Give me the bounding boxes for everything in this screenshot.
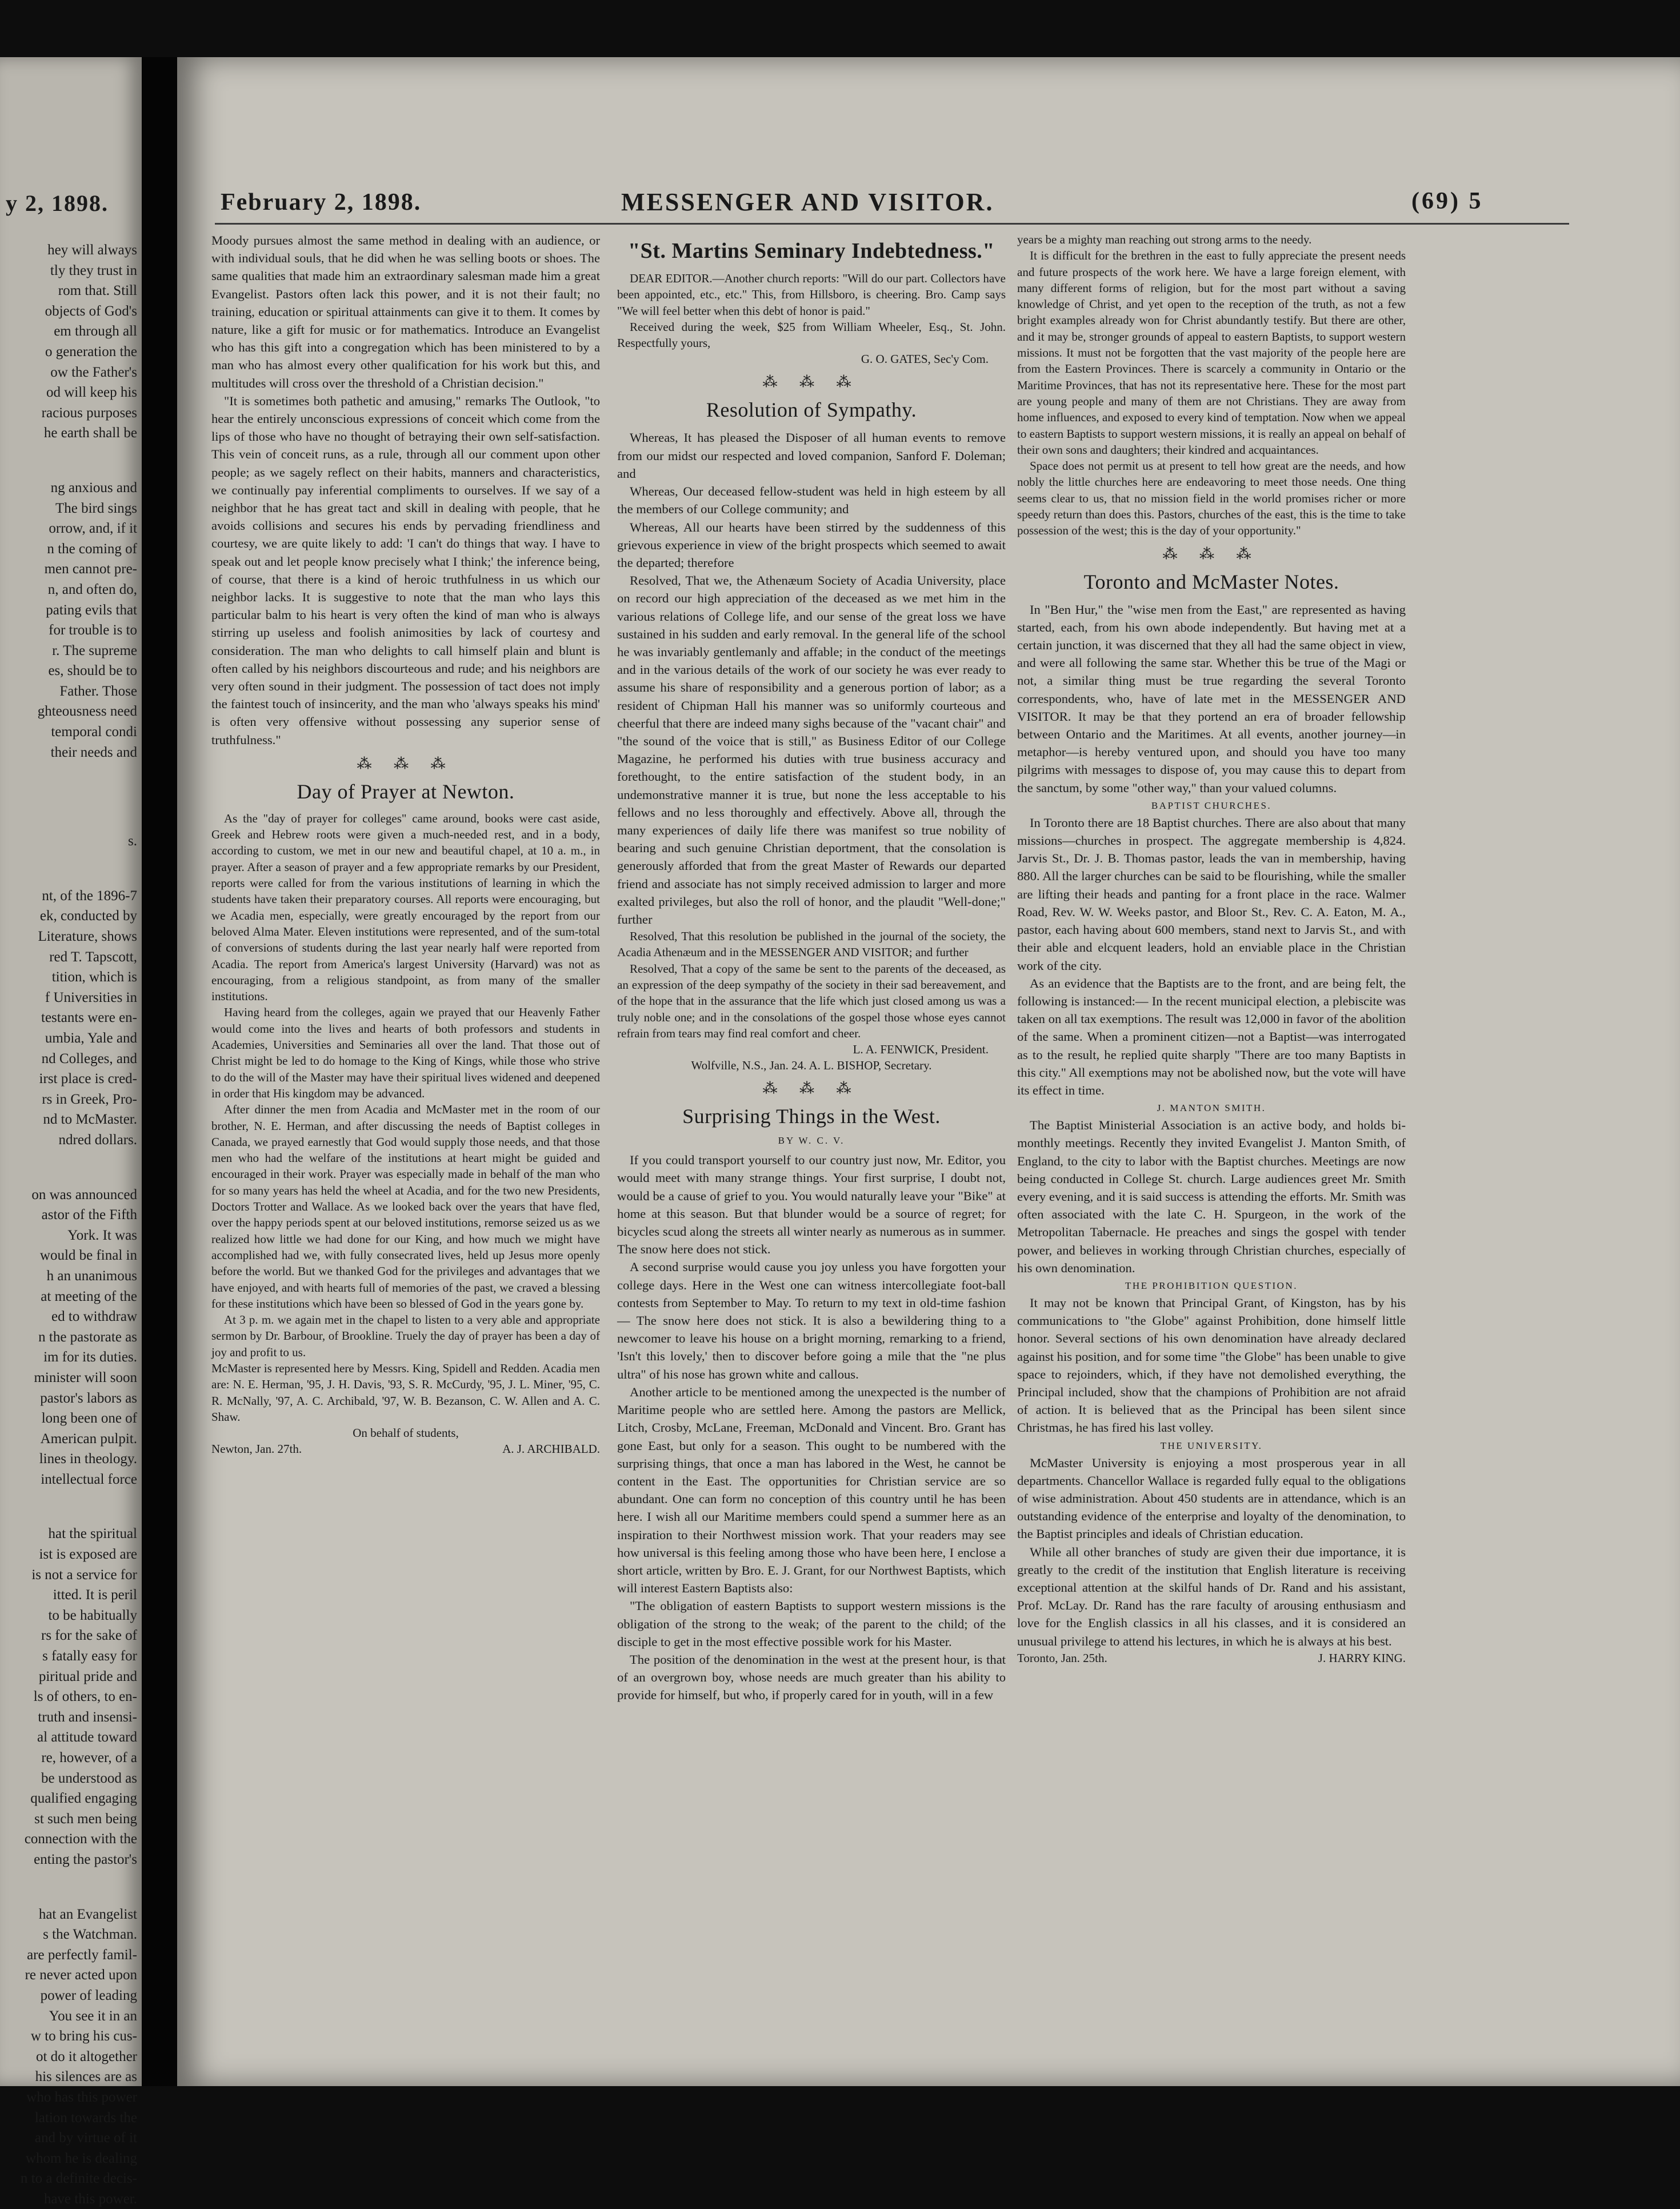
prayer-paragraph: After dinner the men from Acadia and McMaster met in the room of our brother, N. E. Herman, and after discussing the needs of Baptist colleges in Canada, we prayed earnestly that God would supply those needs, and that those men who had the welfare of the institutions at heart might be guided and encouraged in their work. Prayer was especially made in behalf of the man who for so many years has held the wheel at Acadia, and for the two new Presidents, Doctors Trotter and Wallace. As we looked back over the years that have fled, over the happy periods spent at our beloved institutions, remorse seized us as we realized how little we had done for our King, and how much we might have accomplished had we, with fully consecrated lives, held up Jesus more openly before the world. But we thanked God for the privileges and advantages that we have enjoyed, and with hearts full of memories of the past, we craved a blessing for these institutions which have been so blessed of God in the years gone by. <box>211 1102 600 1311</box>
university-paragraph: While all other branches of study are given their due importance, it is greatly to the credit of the institution that English literature is receiving exceptional attention at the skilful hands of Dr. Rand and his assistant, Prof. McLay. Dr. Rand has the rare faculty of arousing enthusiasm and love for the English classics in all his classes, and it is considered an unusual privilege to attend his lectures, in which he is always at his best. <box>1017 1544 1406 1648</box>
adjacent-page-line: ed to withdraw <box>51 1309 137 1325</box>
subheading-prohibition: THE PROHIBITION QUESTION. <box>1125 1280 1298 1291</box>
article-title-day-of-prayer: Day of Prayer at Newton. <box>297 780 515 803</box>
seminary-paragraph: DEAR EDITOR.—Another church reports: "Will do our part. Collectors have been appointed, etc., etc." This, from Hillsboro, is cheering. Bro. Camp says "We will feel better when this debt of honor is paid." <box>617 271 1006 318</box>
adjacent-page-line <box>5 1489 137 1524</box>
west-paragraph: If you could transport yourself to our country just now, Mr. Editor, you would meet with many strange things. Your first surprise, I doubt not, would be a cause of grief to you. You would naturally leave your "Bike" at home at this season. But that blunder would be a source of regret; for bicycles scud along the streets all winter nearly as numerous as in summer. The snow here does not stick. <box>617 1153 1006 1257</box>
sympathy-paragraph: Resolved, That we, the Athenæum Society of Acadia University, place on record our high appreciation of the deceased as we met him in the various relations of College life, and our sense of the great loss we have sustained in his sudden and early removal. In the general life of the school he was invariably gentlemanly and affable; in the conduct of the meetings and in the various details of the work of our society he was ever ready to assume his share of responsibility and a generous portion of labor; as a resident of Chipman Hall his manner was so uniformly courteous and cheerful that there are indeed many sighs because of the "vacant chair" and "the sound of the voice that is still," as Business Editor of our College Magazine, he performed his duties with true business accuracy and forethought, to the entire satisfaction of the student body, in an undemonstrative manner it is true, but none the less acceptable to his fellows and no less thoroughly and effectively. Above all, through the many experiences of daily life there was manifest so true nobility of bearing and such genuine Christian deportment, that the consolation is generously afforded that from the great Master of Rewards our departed friend and associate has not simply received admission to larger and more exalted privileges, but also the roll of honor, and the plaudit "Well-done;" further <box>617 573 1006 926</box>
adjacent-page-line: truth and insensi- <box>38 1709 137 1725</box>
adjacent-page-line: be understood as <box>41 1770 137 1786</box>
adjacent-page-line: n, and often do, <box>47 581 137 597</box>
adjacent-page-line <box>5 1151 137 1185</box>
page-gutter <box>142 57 177 2086</box>
adjacent-page-line: nt, of the 1896-7 <box>42 888 137 904</box>
adjacent-page-line: to be habitually <box>48 1607 137 1623</box>
adjacent-page-line: w to bring his cus- <box>30 2028 137 2044</box>
sympathy-paragraph: Whereas, Our deceased fellow-student was held in high esteem by all the members of our College community; and <box>617 484 1006 517</box>
adjacent-page-line: nd Colleges, and <box>41 1050 137 1066</box>
adjacent-page-line: is not a service for <box>31 1567 137 1583</box>
west-continued-paragraph: years be a mighty man reaching out strong arms to the needy. <box>1017 233 1312 246</box>
adjacent-page-line: ghteousness need <box>37 704 137 720</box>
adjacent-page-line: n the coming of <box>47 541 137 557</box>
adjacent-page-line: ot do it altogether <box>35 2048 137 2064</box>
adjacent-page-line: temporal condi <box>51 724 137 740</box>
adjacent-page-line: itted. It is peril <box>53 1587 137 1603</box>
adjacent-page-line: hat an Evangelist <box>38 1906 137 1922</box>
adjacent-page-line: would be final in <box>39 1248 137 1264</box>
adjacent-page-line: hey will always <box>47 242 137 258</box>
west-paragraph: Another article to be mentioned among the unexpected is the number of Maritime people who are settled here. Among the pastors are Mellick, Litch, Crosby, McLane, Freeman, McDonald and Vincent. Bro. Grant has gone East, but only for a season. This ought to be numbered with the surprising things, that once a man has labored in the West, he cannot be content in the East. The opportunities for Christian service are so abundant. One can form no conception of this country until he has been here. I wish all our Maritime members could spend a summer here as an inspiration to their Northwest mission work. That your readers may see how universal is this feeling among those who have been here, I enclose a short article, written by Bro. E. J. Grant, for our Northwest Baptists, which will interest Eastern Baptists also: <box>617 1384 1006 1596</box>
section-ornament: ⁂ ⁂ ⁂ <box>762 1080 861 1097</box>
adjacent-page-line: connection with the <box>24 1831 137 1847</box>
sympathy-paragraph: Resolved, That a copy of the same be sent to the parents of the deceased, as an expression of the deep sympathy of the society in their sad bereavement, and of the hope that in the assurance that the life which just closed among us was a truly noble one; and in the consolations of the gospel those whose eyes cannot refrain from tears may find real comfort and cheer. <box>617 961 1006 1040</box>
adjacent-page-line <box>5 797 137 831</box>
adjacent-page-line: York. It was <box>67 1227 137 1243</box>
adjacent-page-line: umbia, Yale and <box>45 1030 137 1046</box>
adjacent-page-line: men cannot pre- <box>44 561 137 577</box>
adjacent-page-line: od will keep his <box>46 385 137 401</box>
adjacent-page-line: irst place is cred- <box>39 1071 137 1087</box>
adjacent-page-line: n the pastorate as <box>38 1329 137 1345</box>
adjacent-page-line: pating evils that <box>46 602 137 618</box>
adjacent-page-line: rs for the sake of <box>41 1628 137 1644</box>
adjacent-page-line <box>5 762 137 797</box>
adjacent-page-line: on was announced <box>31 1187 137 1203</box>
adjacent-page-line: im for its duties. <box>43 1349 137 1365</box>
adjacent-page-line: enting the pastor's <box>34 1851 137 1867</box>
adjacent-page-line: ek, conducted by <box>39 908 137 924</box>
adjacent-page-line: objects of God's <box>45 303 137 319</box>
newspaper-page <box>177 57 1680 2086</box>
adjacent-page-line: h an unanimous <box>46 1268 137 1284</box>
adjacent-page-line: n to a definite decis- <box>20 2171 137 2187</box>
adjacent-page-line: piritual pride and <box>38 1668 137 1684</box>
adjacent-page-fragment <box>0 57 142 2207</box>
adjacent-page-line: s the Watchman. <box>43 1927 137 1943</box>
west-paragraph: The position of the denomination in the west at the present hour, is that of an overgrown boy, whose needs are much greater than his ability to provide for himself, but who, if properly cared for in youth, will in a few <box>617 1652 1006 1703</box>
adjacent-page-line: who has this power <box>26 2089 137 2105</box>
article-title-toronto: Toronto and McMaster Notes. <box>1083 570 1339 593</box>
adjacent-page-header: y 2, 1898. <box>6 190 109 216</box>
adjacent-page-text <box>5 240 137 2209</box>
adjacent-page-line: o generation the <box>45 343 137 359</box>
adjacent-page-line: testants were en- <box>41 1010 137 1026</box>
west-continued-paragraph: Space does not permit us at present to tell how great are the needs, and how nobly the little churches here are endeavoring to meet those needs. One thing seems clear to us, that no mission field in the world promises richer or more speedy return than does this. Pastors, churches of the east, this is the time to take possession of the west; this is the day of your opportunity." <box>1017 459 1406 538</box>
adjacent-page-line: intellectual force <box>41 1471 137 1487</box>
prohibition-paragraph: It may not be known that Principal Grant, of Kingston, has by his communications to "the Globe" against Prohibition, done himself little honor. Several sections of his own denomination have already declared against his position, and for some time "the Globe" has been unable to give space to rejoinders, which, if they have not demolished everything, the Principal included, show that the champions of Prohibition are not afraid of action. It is believed that as the Principal has been silent since Christmas, he has fired his last volley. <box>1017 1295 1406 1435</box>
adjacent-page-line: r. The supreme <box>52 642 137 658</box>
adjacent-page-line: es, should be to <box>48 663 137 679</box>
outlook-paragraph: "It is sometimes both pathetic and amusing," remarks The Outlook, "to hear the entirely unconscious expressions of conceit which come from the lips of those who have no thought of betraying their own self-satisfaction. This vein of conceit runs, as a rule, through all our comment upon other people; as we sagely reflect on their habits, manners and characteristics, we continually pay inferential compliments to ourselves. If we say of a neighbor that he has great tact and skill in dealing with people, that he avoids collisions and secures his ends by pervading friendliness and courtesy, we are quite likely to add: 'I can't do things that way. I have to speak out and let people know precisely what I think;' the inference being, of course, that there is a kind of heroic truthfulness in us which our neighbor lacks. It is suggestive to note that the man who lays this particular balm to his heart is very often the kind of man who is always stirring up useless and foolish animosities by lack of courtesy and consideration. The man who delights to call himself plain and blunt is often called by his neighbors discourteous and rude; and his neighbors are very often sound in their judgment. The possession of tact does not imply the faintest touch of insincerity, and the man who 'always speaks his mind' is often very offensive without possessing any superior sense of truthfulness." <box>211 393 600 747</box>
adjacent-page-line: st such men being <box>34 1811 137 1827</box>
section-ornament: ⁂ ⁂ ⁂ <box>357 755 455 772</box>
section-ornament: ⁂ ⁂ ⁂ <box>1162 545 1261 562</box>
west-paragraph: A second surprise would cause you joy unless you have forgotten your college days. Here in the West one can witness intercollegiate foot-ball contests from September to May. To return to my text in old-time fashion — The snow here does not stick. It is also a bewildering thing to a newcomer to leave his house on a bright morning, remarking to a friend, 'Isn't this lovely,' then to discover before going a mile that the "ne plus ultra" of his nose has grown white and callous. <box>617 1260 1006 1381</box>
adjacent-page-line: re, however, of a <box>41 1750 137 1765</box>
toronto-intro-paragraph: In "Ben Hur," the "wise men from the East," are represented as having started, each, from his own abode independently. But having met at a certain junction, it was discerned that they all had the same object in view, and were all following the same star. Whether this be true of the Magi or not, a similar thing must be true regarding the several Toronto correspondents, who, have of late met in the MESSENGER AND VISITOR. It may be that they portend an era of broader fellowship between Ontario and the Maritimes. At all events, another journey—in metaphor—is hereby ventured upon, and should you have too many pilgrims with messages to dispose of, you may cause this to depart from the sanctum, by some "other way," than your valued columns. <box>1017 602 1406 795</box>
subheading-manton-smith: J. MANTON SMITH. <box>1157 1102 1266 1114</box>
adjacent-page-line: em through all <box>54 323 137 339</box>
adjacent-page-line: ls of others, to en- <box>33 1689 137 1705</box>
adjacent-page-line: hat the spiritual <box>48 1526 137 1542</box>
adjacent-page-line: he earth shall be <box>43 425 137 441</box>
adjacent-page-line <box>5 852 137 886</box>
adjacent-page-line: lation towards the <box>34 2110 137 2126</box>
toronto-signature-author: J. HARRY KING. <box>1318 1651 1406 1665</box>
adjacent-page-line: You see it in an <box>49 2008 137 2024</box>
adjacent-page-line: minister will soon <box>34 1369 137 1385</box>
prayer-signature-line: On behalf of students, <box>353 1426 459 1440</box>
adjacent-page-line: and by virtue of it <box>34 2130 137 2146</box>
adjacent-page-line: red T. Tapscott, <box>49 949 137 965</box>
adjacent-page-line: re never acted upon <box>25 1967 137 1983</box>
adjacent-page-line: whom he is dealing <box>25 2150 137 2166</box>
prayer-signature-place: Newton, Jan. 27th. <box>211 1442 302 1456</box>
adjacent-page-line: for trouble is to <box>49 622 137 638</box>
adjacent-page-line: long been one of <box>41 1411 137 1427</box>
adjacent-page-line: ow the Father's <box>50 364 137 380</box>
adjacent-page-line: orrow, and, if it <box>49 521 137 537</box>
adjacent-page-line: rom that. Still <box>58 283 137 299</box>
seminary-signature: G. O. GATES, Sec'y Com. <box>861 352 989 366</box>
article-title-west: Surprising Things in the West. <box>682 1105 941 1128</box>
sympathy-paragraph: Whereas, It has pleased the Disposer of all human events to remove from our midst our respected and loved companion, Sanford F. Doleman; and <box>617 430 1006 481</box>
adjacent-page-line: are perfectly famil- <box>27 1947 137 1963</box>
adjacent-page-line: The bird sings <box>55 500 137 516</box>
article-title-sympathy: Resolution of Sympathy. <box>706 398 917 422</box>
adjacent-page-line: his silences are as <box>35 2069 137 2085</box>
evangelist-paragraph: Moody pursues almost the same method in dealing with an audience, or with individual souls, that he did when he was selling boots or shoes. The same qualities that made him an extraordinary salesman made him a great Evangelist. Pastors often lack this power, and it is not their fault; no training, education or spiritual attainments can give it to them. It comes by nature, like a gift for music or for mathematics. Introduce an Evangelist who has this gift into a congregation which has been ministered to by a man who has almost every other qualification for his work but this, and multitudes will cross over the threshold of a Christian decision." <box>211 233 600 390</box>
sympathy-paragraph: Resolved, That this resolution be published in the journal of the society, the Acadia Athenæum and in the MESSENGER AND VISITOR; and further <box>617 929 1006 960</box>
prayer-signature-author: A. J. ARCHIBALD. <box>502 1442 600 1456</box>
issue-date: February 2, 1898. <box>221 189 422 215</box>
adjacent-page-line: rs in Greek, Pro- <box>42 1091 137 1107</box>
adjacent-page-line: Literature, shows <box>38 929 137 945</box>
prayer-paragraph: McMaster is represented here by Messrs. King, Spidell and Redden. Acadia men are: N. E. Herman, '95, J. H. Davis, '93, S. R. McCurdy, '95, J. L. Miner, '95, C. R. McNally, '97, A. C. Archibald, '97, W. B. Bezanson, C. W. Allen and A. C. Shaw. <box>211 1361 600 1424</box>
adjacent-page-line: tly they trust in <box>50 262 137 278</box>
adjacent-page-line: f Universities in <box>45 989 137 1005</box>
sympathy-signature-president: L. A. FENWICK, President. <box>853 1042 989 1057</box>
adjacent-page-line: power of leading <box>40 1987 137 2003</box>
adjacent-page-line: s. <box>128 833 137 849</box>
adjacent-page-line: racious purposes <box>41 405 137 421</box>
adjacent-page-line: nd to McMaster. <box>43 1112 137 1128</box>
churches-paragraph: In Toronto there are 18 Baptist churches. There are also about that many missions—churches in prospect. The aggregate membership is 4,824. Jarvis St., Dr. J. B. Thomas pastor, leads the van in membership, having 880. All the larger churches can be said to be flourishing, while the smaller are lifting their heads and panting for a front place in the race. Walmer Road, Rev. W. W. Weeks pastor, and Bloor St., Rev. C. A. Eaton, M. A., pastor, each having about 600 members, stand next to Jarvis St., and with their able and elcquent leaders, hold an enviable place in the Christian work of the city. <box>1017 815 1406 973</box>
page-number: (69) 5 <box>1411 188 1483 214</box>
column-1 <box>211 231 600 1457</box>
adjacent-page-line: al attitude toward <box>37 1729 137 1745</box>
seminary-paragraph: Received during the week, $25 from William Wheeler, Esq., St. John. Respectfully yours, <box>617 319 1006 350</box>
churches-paragraph: As an evidence that the Baptists are to the front, and are being felt, the following is instanced:— In the recent municipal election, a plebiscite was taken on all tax exemptions. The result was 12,000 in favor of the abolition of the same. When a prominent citizen—not a Baptist—was interrogated as to the result, he replied quite sharply "There are too many Baptists in this city." All exemptions may not be abolished now, but the vote will have its effect in time. <box>1017 976 1406 1097</box>
adjacent-page-line: pastor's labors as <box>40 1390 137 1406</box>
subheading-university: THE UNIVERSITY. <box>1160 1440 1263 1451</box>
adjacent-page-line: astor of the Fifth <box>41 1207 137 1223</box>
adjacent-page-line: Father. Those <box>59 683 137 699</box>
column-3 <box>1017 231 1406 1666</box>
adjacent-page-line: American pulpit. <box>40 1431 137 1447</box>
west-continued-paragraph: It is difficult for the brethren in the east to fully appreciate the present needs and future prospects of the work here. We have a large foreign element, with many different forms of religion, but for the most part without a saving knowledge of Christ, and yet open to the reception of the truth, as not a few bright examples already won for Christ abundantly testify. But there are other, and it may be, stronger grounds of appeal to eastern Baptists, to support western missions. It must not be forgotten that the vast majority of the people here are from the Eastern Provinces. There is scarcely a community in Ontario or the Maritime Provinces, that has not its representative here. These for the most part are young people and many of them are not Christians. They are away from home influences, and exposed to every kind of temptation. Now when we appeal to eastern Baptists to support western missions, it is really an appeal on behalf of their own sons and daughters; their kindred and acquaintances. <box>1017 249 1406 457</box>
masthead-title: MESSENGER AND VISITOR. <box>621 188 994 216</box>
adjacent-page-line <box>5 1870 137 1904</box>
sympathy-paragraph: Whereas, All our hearts have been stirred by the suddenness of this grievous experience in view of the bright prospects which seemed to await the departed; therefore <box>617 520 1006 570</box>
header-rule <box>215 223 1569 225</box>
adjacent-page-line: ndred dollars. <box>58 1132 137 1148</box>
west-paragraph: "The obligation of eastern Baptists to support western missions is the obligation of the strong to the weak; of the parent to the child; of the disciple to get in the most effective possible work for his Master. <box>617 1599 1006 1649</box>
article-byline: BY W. C. V. <box>778 1135 845 1147</box>
column-2 <box>617 231 1006 1704</box>
adjacent-page-line: qualified engaging <box>30 1791 137 1807</box>
sympathy-signature-secretary: Wolfville, N.S., Jan. 24. A. L. BISHOP, Secretary. <box>691 1058 932 1073</box>
adjacent-page-line: s fatally easy for <box>42 1648 137 1664</box>
adjacent-page-line: ist is exposed are <box>39 1547 137 1563</box>
subheading-baptist-churches: BAPTIST CHURCHES. <box>1151 800 1272 811</box>
adjacent-page-line: have this power. <box>43 2191 137 2207</box>
adjacent-page-line: at meeting of the <box>41 1288 137 1304</box>
toronto-signature-place: Toronto, Jan. 25th. <box>1017 1651 1107 1665</box>
adjacent-page-line: tition, which is <box>51 969 137 985</box>
smith-paragraph: The Baptist Ministerial Association is an active body, and holds bi-monthly meetings. Recently they invited Evangelist J. Manton Smith, of England, to the city to labor with the Baptist churches. Meetings are now being conducted in College St. church. Large audiences greet Mr. Smith every evening, and it is said success is attending the efforts. Mr. Smith was often associated with the late C. H. Spurgeon, in the work of the Metropolitan Tabernacle. He preaches and sings the gospel with tender power, and believes in working through Christian churches, especially of his own denomination. <box>1017 1118 1406 1275</box>
section-ornament: ⁂ ⁂ ⁂ <box>762 374 861 391</box>
prayer-paragraph: Having heard from the colleges, again we prayed that our Heavenly Father would come into the lives and hearts of both professors and students in Academies, Universities and Seminaries all over the land. That those out of Christ might be led to do homage to the King of Kings, while those who strive to do the will of the Master may have their spiritual lives widened and deepened in order that His kingdom may be advanced. <box>211 1005 600 1100</box>
adjacent-page-line: ng anxious and <box>50 480 137 496</box>
adjacent-page-line: lines in theology. <box>39 1451 137 1467</box>
adjacent-page-line: their needs and <box>50 744 137 760</box>
university-paragraph: McMaster University is enjoying a most prosperous year in all departments. Chancellor Wallace is regarded fully equal to the obligations of wise administration. About 450 students are in attendance, which is an outstanding evidence of the enterprise and loyalty of the denomination, to the Baptist principles and ideals of Christian education. <box>1017 1455 1406 1541</box>
article-title-seminary: "St. Martins Seminary Indebtedness." <box>628 239 995 263</box>
prayer-paragraph: As the "day of prayer for colleges" came around, books were cast aside, Greek and Hebrew roots were given a much-needed rest, and in a body, according to custom, we met in our new and beautiful chapel, at 10 a. m., in prayer. After a season of prayer and a few appropriate remarks by our President, reports were called for from the various institutions of learning in which the students have taken their preparatory courses. All reports were encouraging, but we Acadia men, especially, were greatly encouraged by the report from our beloved Alma Mater. Eleven institutions were represented, and of the sum-total of conversions of students during the last year nearly half were reported from Acadia. The report from America's largest University (Harvard) was not as encouraging, from a religious standpoint, as from many of the smaller institutions. <box>211 811 600 1004</box>
prayer-paragraph: At 3 p. m. we again met in the chapel to listen to a very able and appropriate sermon by Dr. Barbour, of Brookline. Truely the day of prayer has been a day of joy and profit to us. <box>211 1313 600 1359</box>
adjacent-page-line <box>5 444 137 478</box>
